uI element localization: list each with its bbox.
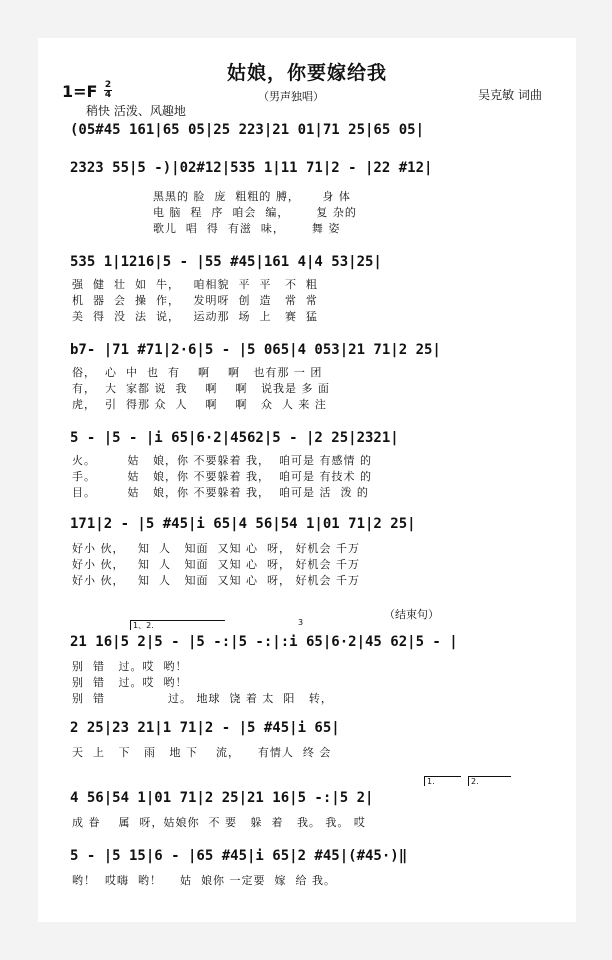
- volta-first-second: 1、2.: [130, 620, 225, 630]
- notation-row-9: 4 56|54 1|01 71|2 25|21 16|5 -:|5 2|: [70, 790, 374, 806]
- credits: 吴克敏 词曲: [478, 88, 542, 102]
- notation-row-7: 21 16|5 2|5 - |5 -:|5 -:|:i 65|6·2|45 62|5 - |: [70, 634, 458, 650]
- lyric-row-5-verse-2: 手。 姑 娘，你 不要躲着 我， 咱可是 有技术 的: [72, 470, 372, 483]
- notation-row-8: 2 25|23 21|1 71|2 - |5 #45|i 65|: [70, 720, 340, 736]
- lyric-row-2-verse-3: 歌儿 唱 得 有滋 味， 舞 姿: [72, 222, 341, 235]
- time-signature: [104, 81, 112, 100]
- ending-label: （结束句）: [384, 608, 439, 621]
- notation-row-3: 535 1|1216|5 - |55 #45|161 4|4 53|25|: [70, 254, 382, 270]
- notation-row-6: 171|2 - |5 #45|i 65|4 56|54 1|01 71|2 25|: [70, 516, 416, 532]
- lyric-row-6-verse-3: 好小 伙， 知 人 知面 又知 心 呀， 好机会 千万: [72, 574, 360, 587]
- third-ending-mark: 3: [298, 618, 304, 627]
- lyric-row-10: 哟！ 哎嗨 哟！ 姑 娘你 一定要 嫁 给 我。: [72, 874, 336, 887]
- score-sheet: [38, 38, 576, 922]
- lyric-row-7-verse-2: 别 错 过。哎 哟！: [72, 676, 188, 689]
- lyric-row-3-verse-2: 机 器 会 操 作， 发明呀 创 造 常 常: [72, 294, 318, 307]
- lyric-row-2-verse-2: 电 脑 程 序 咱会 编， 复 杂的: [72, 206, 357, 219]
- lyric-row-3-verse-3: 美 得 没 法 说， 运动那 场 上 赛 猛: [72, 310, 318, 323]
- lyric-row-3-verse-1: 强 健 壮 如 牛， 咱相貌 平 平 不 粗: [72, 278, 318, 291]
- lyric-row-4-verse-3: 虎， 引 得那 众 人 啊 啊 众 人 来 注: [72, 398, 327, 411]
- meter-top: 2: [104, 80, 112, 90]
- tempo-marking: 稍快 活泼、风趣地: [86, 104, 186, 118]
- lyric-row-6-verse-1: 好小 伙， 知 人 知面 又知 心 呀， 好机会 千万: [72, 542, 360, 555]
- lyric-row-2-verse-1: 黑黑的 脸 庞 粗粗的 膊， 身 体: [72, 190, 351, 203]
- notation-row-2: 2323 55|5 -)|02#12|535 1|11 71|2 - |22 #12|: [70, 160, 433, 176]
- lyric-row-5-verse-3: 目。 姑 娘，你 不要躲着 我， 咱可是 活 泼 的: [72, 486, 369, 499]
- lyric-row-4-verse-1: 俗， 心 中 也 有 啊 啊 也有那 一 团: [72, 366, 323, 379]
- lyric-row-8: 天 上 下 雨 地 下 流， 有情人 终 会: [72, 746, 332, 759]
- song-title: 姑娘，你要嫁给我: [226, 62, 387, 84]
- key-signature: 1=F: [62, 82, 98, 101]
- lyric-row-9: 成 眷 属 呀，姑娘你 不 要 躲 着 我。 我。 哎: [72, 816, 366, 829]
- notation-row-10: 5 - |5 15|6 - |65 #45|i 65|2 #45|(#45·)‖: [70, 848, 408, 864]
- volta-first-ending: 1.: [424, 776, 461, 786]
- notation-row-5: 5 - |5 - |i 65|6·2|4562|5 - |2 25|2321|: [70, 430, 399, 446]
- lyric-row-5-verse-1: 火。 姑 娘，你 不要躲着 我， 咱可是 有感情 的: [72, 454, 372, 467]
- meter-bottom: 4: [104, 90, 112, 100]
- lyric-row-7-verse-3: 别 错 过。 地球 饶 着 太 阳 转，: [72, 692, 333, 705]
- notation-row-4: b7- |71 #71|2·6|5 - |5 065|4 053|21 71|2 25|: [70, 342, 441, 358]
- lyric-row-7-verse-1: 别 错 过。哎 哟！: [72, 660, 188, 673]
- performance-note: （男声独唱）: [258, 90, 324, 103]
- notation-row-1: (05#45 161|65 05|25 223|21 01|71 25|65 05|: [70, 122, 425, 138]
- lyric-row-6-verse-2: 好小 伙， 知 人 知面 又知 心 呀， 好机会 千万: [72, 558, 360, 571]
- volta-second-ending: 2.: [468, 776, 511, 786]
- lyric-row-4-verse-2: 有， 大 家都 说 我 啊 啊 说我是 多 面: [72, 382, 330, 395]
